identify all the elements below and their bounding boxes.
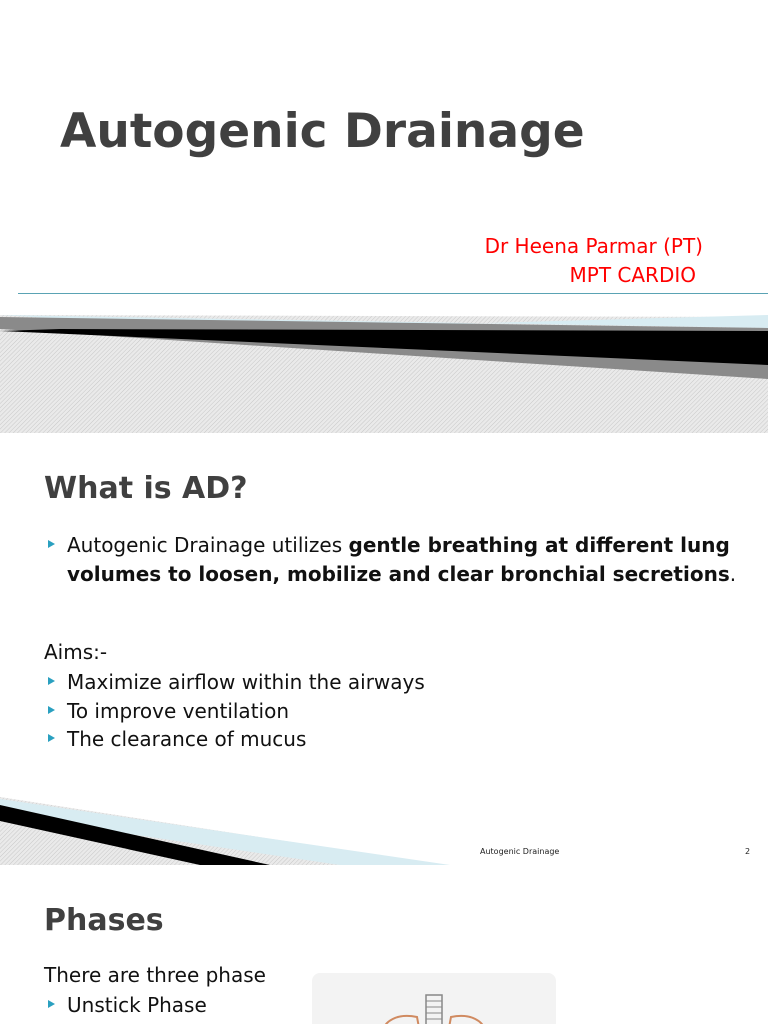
- triangle-bullet-icon: [48, 540, 55, 548]
- intro-emphasis: gentle breathing at different lung volumes to loosen, mobilize and clear bronchial secretions: [67, 533, 730, 586]
- intro-text: Autogenic Drainage utilizes: [67, 533, 349, 557]
- phases-list: [44, 991, 207, 1020]
- footer-title: Autogenic Drainage: [480, 847, 560, 856]
- page-number: 2: [745, 847, 751, 856]
- phase-text: Unstick Phase: [67, 993, 207, 1017]
- title-slide: [0, 0, 768, 433]
- list-item: [44, 668, 425, 697]
- triangle-bullet-icon: [48, 706, 55, 714]
- phases-slide: [0, 865, 768, 1024]
- aim-text: Maximize airflow within the airways: [67, 670, 425, 694]
- author-block: [485, 232, 703, 290]
- aims-label: Aims:-: [44, 640, 108, 664]
- slide-heading: Phases: [44, 903, 164, 938]
- what-is-ad-slide: [0, 433, 768, 865]
- slide-heading: What is AD?: [44, 471, 248, 506]
- slide-bottom-decoration: [0, 293, 768, 433]
- author-name: Dr Heena Parmar (PT): [484, 234, 703, 258]
- triangle-bullet-icon: [48, 677, 55, 685]
- aims-list: [44, 668, 425, 754]
- author-qualification: MPT CARDIO: [569, 263, 696, 287]
- aim-text: The clearance of mucus: [67, 727, 307, 752]
- aim-text: To improve ventilation: [67, 698, 290, 723]
- lungs-illustration-icon: [312, 973, 556, 1024]
- list-item: [44, 697, 425, 726]
- intro-end: .: [729, 561, 737, 586]
- list-item: [44, 531, 744, 588]
- lungs-image: [312, 973, 556, 1024]
- phases-intro: There are three phase: [44, 963, 266, 987]
- slide-bottom-decoration: [0, 793, 768, 865]
- intro-list: [44, 531, 744, 588]
- slide-title: Autogenic Drainage: [60, 104, 585, 159]
- triangle-bullet-icon: [48, 1000, 55, 1008]
- triangle-bullet-icon: [48, 734, 55, 742]
- list-item: [44, 991, 207, 1020]
- list-item: [44, 725, 425, 754]
